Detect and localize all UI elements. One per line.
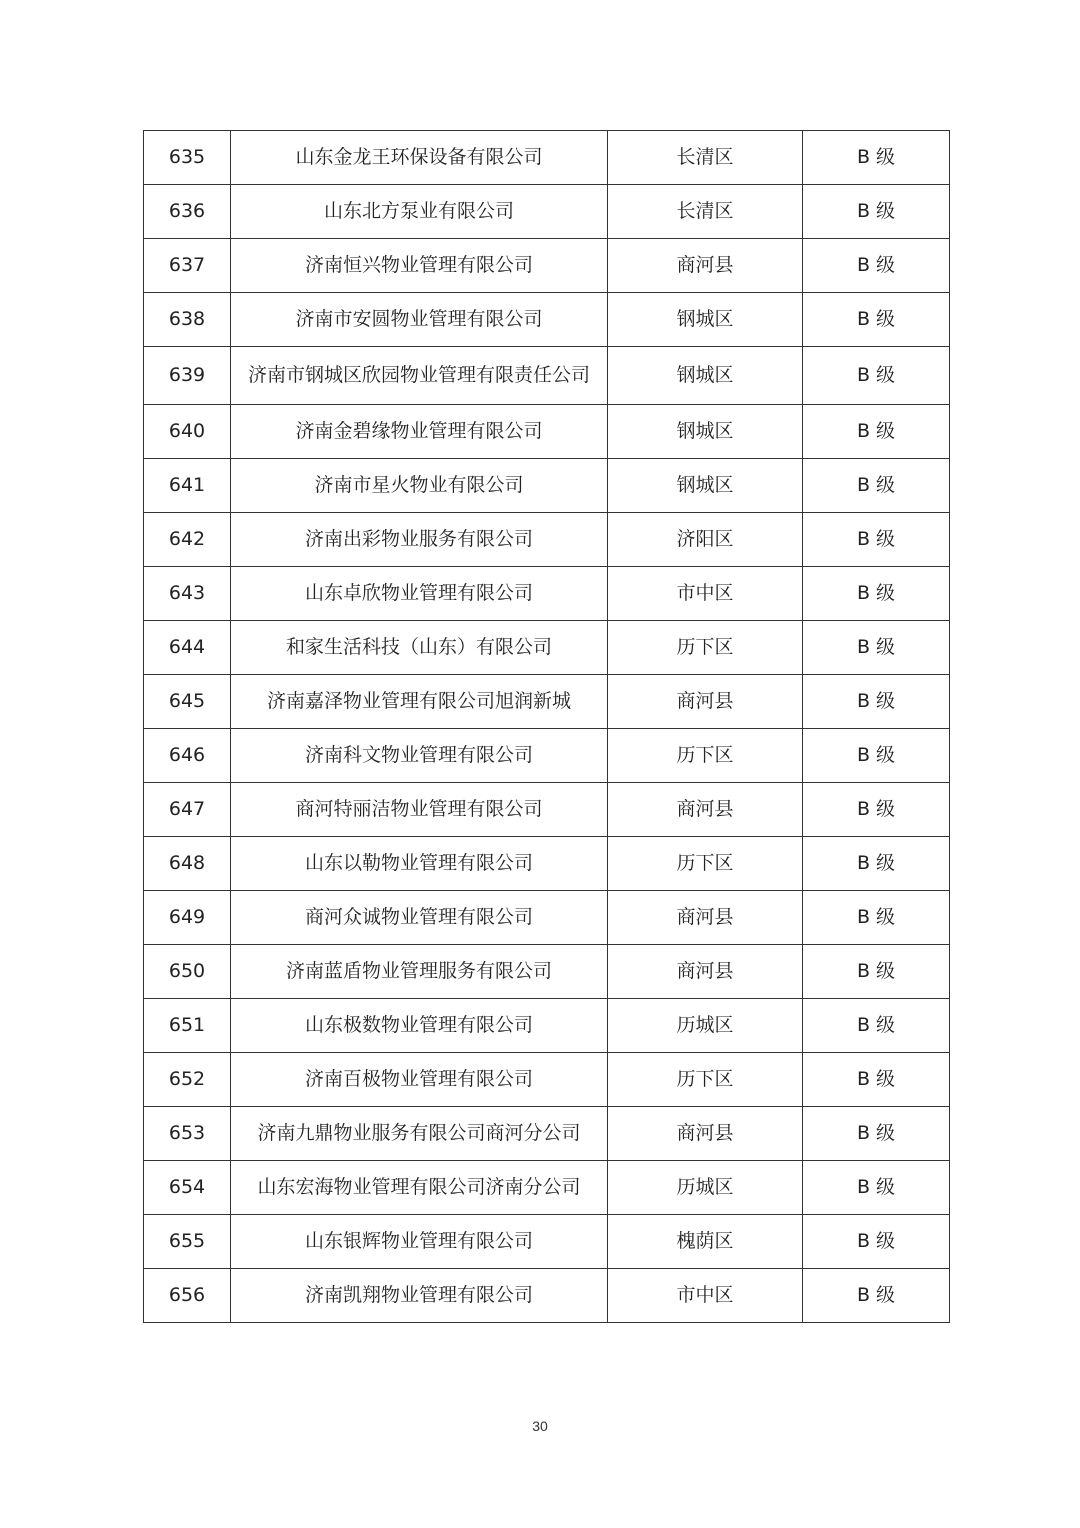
company-name: 商河众诚物业管理有限公司 [231,891,608,945]
company-name: 济南市星火物业有限公司 [231,459,608,513]
district: 历下区 [608,837,803,891]
table-row [144,945,950,999]
table-row [144,675,950,729]
table-row [144,837,950,891]
district: 历城区 [608,1161,803,1215]
table-row [144,239,950,293]
company-name: 济南出彩物业服务有限公司 [231,513,608,567]
district: 市中区 [608,1269,803,1323]
table-row [144,567,950,621]
grade: B 级 [803,1215,950,1269]
table-row [144,729,950,783]
company-name: 济南九鼎物业服务有限公司商河分公司 [231,1107,608,1161]
district: 历城区 [608,999,803,1053]
table-row [144,891,950,945]
table-row [144,1161,950,1215]
company-name: 山东宏海物业管理有限公司济南分公司 [231,1161,608,1215]
row-number: 644 [144,621,231,675]
table-row [144,347,950,405]
grade: B 级 [803,891,950,945]
district: 历下区 [608,1053,803,1107]
grade: B 级 [803,239,950,293]
district: 商河县 [608,783,803,837]
grade: B 级 [803,783,950,837]
table-row [144,999,950,1053]
table-row [144,131,950,185]
row-number: 641 [144,459,231,513]
row-number: 650 [144,945,231,999]
grade: B 级 [803,347,950,405]
table-row [144,185,950,239]
company-name: 济南市钢城区欣园物业管理有限责任公司 [231,347,608,405]
company-name: 济南恒兴物业管理有限公司 [231,239,608,293]
table-body [144,131,950,1323]
grade: B 级 [803,567,950,621]
row-number: 656 [144,1269,231,1323]
row-number: 638 [144,293,231,347]
grade: B 级 [803,293,950,347]
company-name: 山东银辉物业管理有限公司 [231,1215,608,1269]
grade: B 级 [803,1161,950,1215]
district: 商河县 [608,675,803,729]
grade: B 级 [803,131,950,185]
district: 钢城区 [608,459,803,513]
company-name: 济南百极物业管理有限公司 [231,1053,608,1107]
company-name: 济南嘉泽物业管理有限公司旭润新城 [231,675,608,729]
company-name: 商河特丽洁物业管理有限公司 [231,783,608,837]
row-number: 637 [144,239,231,293]
company-name: 山东北方泵业有限公司 [231,185,608,239]
district: 济阳区 [608,513,803,567]
company-name: 山东卓欣物业管理有限公司 [231,567,608,621]
company-name: 山东金龙王环保设备有限公司 [231,131,608,185]
row-number: 635 [144,131,231,185]
table-row [144,1269,950,1323]
district: 商河县 [608,891,803,945]
district: 钢城区 [608,293,803,347]
row-number: 655 [144,1215,231,1269]
grade: B 级 [803,999,950,1053]
row-number: 653 [144,1107,231,1161]
company-name: 济南凯翔物业管理有限公司 [231,1269,608,1323]
grade: B 级 [803,1107,950,1161]
district: 商河县 [608,945,803,999]
grade: B 级 [803,945,950,999]
row-number: 652 [144,1053,231,1107]
district: 长清区 [608,185,803,239]
district: 钢城区 [608,405,803,459]
row-number: 646 [144,729,231,783]
row-number: 636 [144,185,231,239]
row-number: 643 [144,567,231,621]
row-number: 642 [144,513,231,567]
row-number: 651 [144,999,231,1053]
grade: B 级 [803,405,950,459]
table-row [144,1053,950,1107]
row-number: 649 [144,891,231,945]
table-row [144,405,950,459]
table-row [144,621,950,675]
row-number: 640 [144,405,231,459]
district: 市中区 [608,567,803,621]
page-number: 30 [532,1418,548,1434]
row-number: 648 [144,837,231,891]
grade: B 级 [803,675,950,729]
district: 商河县 [608,239,803,293]
table-row [144,783,950,837]
company-name: 济南金碧缘物业管理有限公司 [231,405,608,459]
table-row [144,459,950,513]
company-name: 济南市安圆物业管理有限公司 [231,293,608,347]
table-row [144,1107,950,1161]
grade: B 级 [803,837,950,891]
grade: B 级 [803,513,950,567]
district: 历下区 [608,621,803,675]
row-number: 647 [144,783,231,837]
row-number: 654 [144,1161,231,1215]
table-row [144,1215,950,1269]
row-number: 639 [144,347,231,405]
grade: B 级 [803,1053,950,1107]
grade: B 级 [803,729,950,783]
company-name: 山东极数物业管理有限公司 [231,999,608,1053]
grade: B 级 [803,1269,950,1323]
district: 长清区 [608,131,803,185]
company-name: 山东以勒物业管理有限公司 [231,837,608,891]
table-row [144,513,950,567]
table-row [144,293,950,347]
company-name: 和家生活科技（山东）有限公司 [231,621,608,675]
district: 历下区 [608,729,803,783]
grade: B 级 [803,459,950,513]
grade: B 级 [803,621,950,675]
company-name: 济南蓝盾物业管理服务有限公司 [231,945,608,999]
district: 商河县 [608,1107,803,1161]
company-rating-table [143,130,950,1323]
district: 槐荫区 [608,1215,803,1269]
row-number: 645 [144,675,231,729]
district: 钢城区 [608,347,803,405]
grade: B 级 [803,185,950,239]
company-name: 济南科文物业管理有限公司 [231,729,608,783]
